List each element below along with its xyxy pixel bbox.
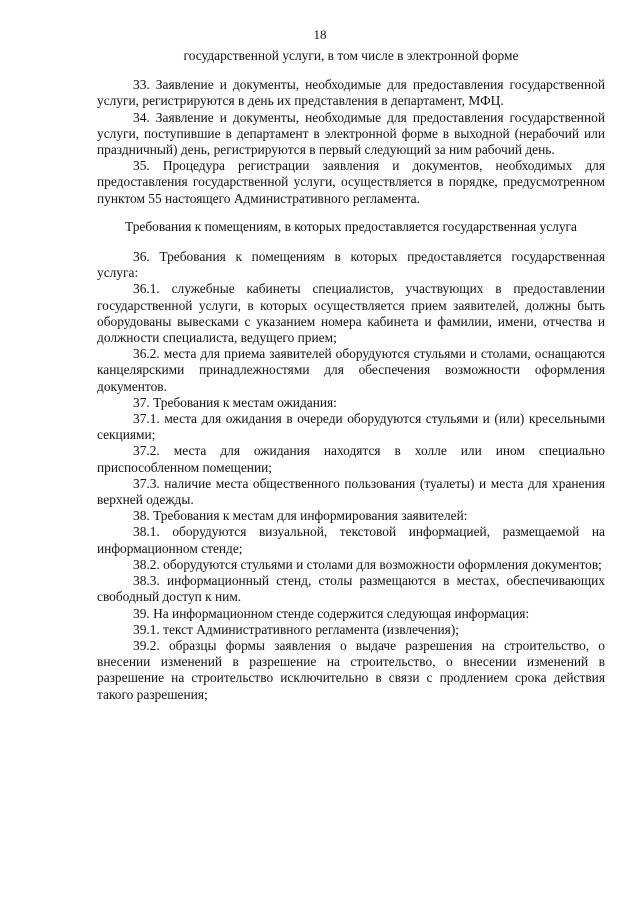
paragraph-37-3: 37.3. наличие места общественного пользования (туалеты) и места для хранения верхней одежды.: [97, 475, 605, 508]
paragraph-37-2: 37.2. места для ожидания находятся в холле или ином специально приспособленном помещении;: [97, 443, 605, 475]
section-title: Требования к помещениям, в которых предоставляется государственная услуга: [125, 218, 577, 234]
paragraph-36-1: 36.1. служебные кабинеты специалистов, участвующих в предоставлении государственной услуги, в которых осуществляется прием заявителей, должны быть оборудованы вывесками с указанием номера кабинета и фамилии, имени, отчества и должности специалиста, ведущего прием;: [97, 281, 605, 346]
header-line: государственной услуги, в том числе в электронной форме: [183, 48, 519, 63]
paragraph-36-2: 36.2. места для приема заявителей оборудуются стульями и столами, оснащаются канцелярскими принадлежностями для обеспечения возможности оформления документов.: [97, 346, 605, 394]
paragraph-38-1: 38.1. оборудуются визуальной, текстовой информацией, размещаемой на информационном стенде;: [97, 524, 605, 556]
paragraph-37-1: 37.1. места для ожидания в очереди оборудуются стульями и (или) кресельными секциями;: [97, 411, 605, 443]
paragraph-39-2: 39.2. образцы формы заявления о выдаче разрешения на строительство, о внесении изменений в разрешение на строительство, о внесении изменений в разрешение на строительство исключительно в связи с продлением срока действия такого разрешения;: [97, 637, 605, 702]
paragraph-35: 35. Процедура регистрации заявления и документов, необходимых для предоставления государственной услуги, осуществляется в порядке, предусмотренном пунктом 55 настоящего Административного регламента.: [97, 158, 605, 206]
paragraph-34: 34. Заявление и документы, необходимые для предоставления государственной услуги, поступившие в департамент в электронной форме в выходной (нерабочий или праздничный) день, регистрируются в первый следующий за ним рабочий день.: [97, 109, 605, 158]
paragraph-33: 33. Заявление и документы, необходимые для предоставления государственной услуги, регистрируются в день их представления в департамент, МФЦ.: [97, 77, 605, 109]
page-number: 18: [313, 27, 327, 42]
paragraph-38-2: 38.2. оборудуются стульями и столами для возможности оформления документов;: [133, 556, 602, 572]
paragraph-39: 39. На информационном стенде содержится следующая информация:: [133, 605, 530, 621]
document-body: [97, 48, 605, 703]
paragraph-38: 38. Требования к местам для информирования заявителей:: [133, 508, 468, 524]
paragraph-39-1: 39.1. текст Административного регламента (извлечения);: [133, 621, 460, 637]
paragraph-36: 36. Требования к помещениям в которых предоставляется государственная услуга:: [97, 249, 605, 281]
paragraph-37: 37. Требования к местам ожидания:: [133, 394, 337, 410]
paragraph-38-3: 38.3. информационный стенд, столы размещаются в местах, обеспечивающих свободный доступ к ним.: [97, 573, 605, 605]
